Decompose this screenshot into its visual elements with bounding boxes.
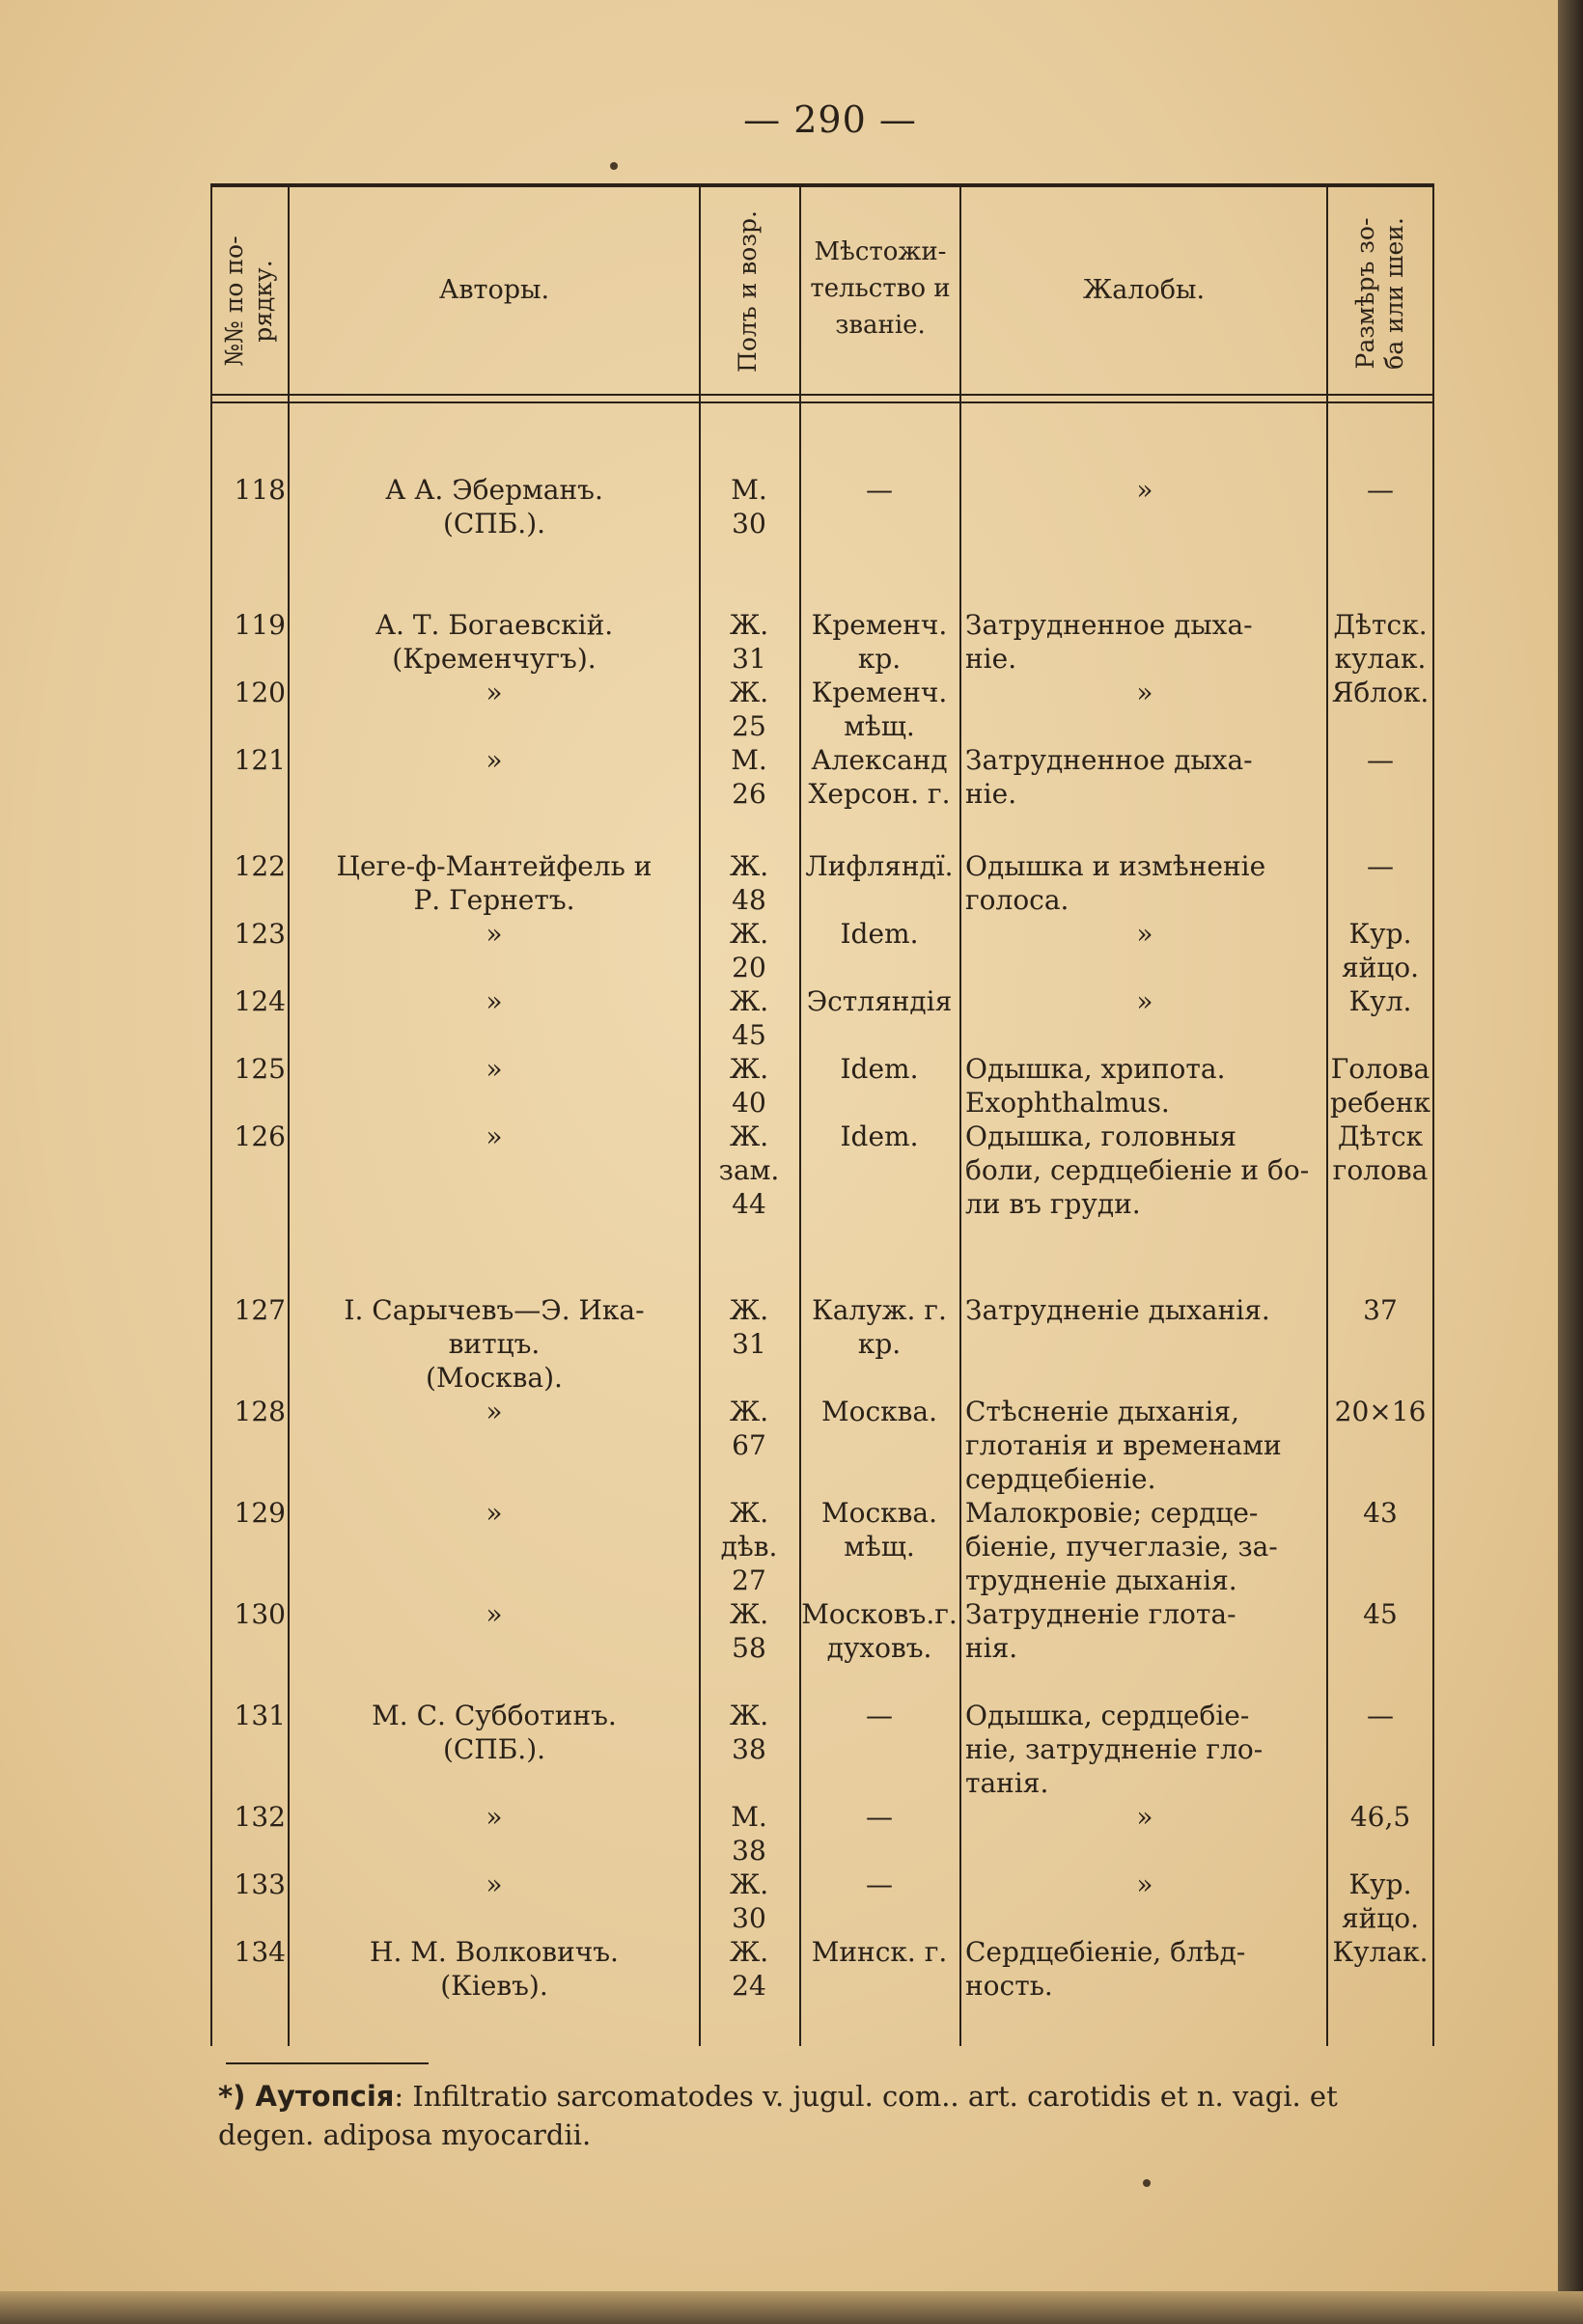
row-sex-age: М. 38 [731,1801,767,1867]
row-residence: Минск. г. [811,1936,948,1968]
col-divider-4 [959,183,961,2046]
row-author: Цеге-ф-Мантейфель и Р. Гернетъ. [336,850,653,916]
row-sex-age: Ж. 30 [729,1868,769,1934]
row-residence: Кременч. мѣщ. [811,677,948,742]
row-author: » [486,1598,503,1630]
row-sex-age: Ж. зам. 44 [718,1120,780,1220]
row-residence: Москва. мѣщ. [820,1497,938,1563]
row-complaint: » [1136,1868,1153,1900]
row-author: » [486,677,503,708]
row-complaint: » [1136,1801,1153,1833]
row-residence: Александ Херсон. г. [808,744,951,810]
row-residence: Москва. [820,1396,938,1427]
row-number: 124 [234,985,286,1017]
row-residence: — [866,474,893,506]
row-size: — [1367,474,1394,506]
footnote-lead: *) Аутопсія [218,2080,395,2113]
table-right-rule [1432,183,1434,2046]
row-residence: — [866,1868,893,1900]
row-number: 119 [234,609,286,641]
row-size: Кур. яйцо. [1341,1868,1420,1934]
row-complaint: Затрудненное дыха- ніе. [965,744,1253,810]
row-sex-age: Ж. дѣв. 27 [720,1497,778,1596]
row-complaint: Затрудненное дыха- ніе. [965,609,1253,675]
row-author: » [486,1497,503,1529]
row-sex-age: Ж. 24 [729,1936,769,2002]
row-complaint: Сердцебіеніе, блѣд- ность. [965,1936,1246,2002]
row-size: 43 [1363,1497,1398,1529]
row-residence: Кременч. кр. [811,609,948,675]
row-number: 125 [234,1053,286,1085]
row-complaint: » [1136,474,1153,506]
row-residence: Калуж. г. кр. [812,1294,947,1360]
col-divider-3 [799,183,801,2046]
row-number: 134 [234,1936,286,1968]
row-number: 120 [234,677,286,708]
row-sex-age: Ж. 48 [729,850,769,916]
row-sex-age: Ж. 67 [729,1396,769,1461]
row-sex-age: Ж. 20 [729,918,769,983]
row-complaint: » [1136,985,1153,1017]
book-spine-shadow [1558,0,1583,2324]
footnote-text: : Infiltratio sarcomatodes v. jugul. com.. art. carotidis et n. vagi. et degen. adiposa myocardii. [218,2080,1338,2151]
row-number: 118 [234,474,286,506]
speck-mark [1143,2179,1151,2187]
row-complaint: Затрудненіе дыханія. [965,1294,1270,1326]
row-residence: Idem. [840,1053,919,1085]
row-complaint: Одышка, хрипота. Exophthalmus. [965,1053,1226,1119]
table-left-rule [210,183,212,2046]
table-top-rule [210,183,1434,187]
row-number: 123 [234,918,286,950]
footnote-rule [226,2062,429,2064]
row-number: 129 [234,1497,286,1529]
page-bottom-edge [0,2291,1583,2324]
row-number: 127 [234,1294,286,1326]
row-author: М. С. Субботинъ. (СПБ.). [372,1700,617,1765]
row-sex-age: Ж. 58 [729,1598,769,1664]
row-size: 45 [1363,1598,1398,1630]
header-residence: Мѣстожи- тельство и званіе. [810,237,951,340]
header-bottom-rule-2 [210,401,1434,403]
header-bottom-rule [210,394,1434,396]
row-complaint: » [1136,918,1153,950]
row-author: I. Сарычевъ—Э. Ика- витцъ. (Москва). [344,1294,645,1394]
row-author: » [486,918,503,950]
row-size: Кур. яйцо. [1341,918,1420,983]
header-size: Размѣръ зо- ба или шеи. [1351,217,1408,370]
row-author: » [486,1868,503,1900]
row-residence: Эстляндія [806,985,953,1017]
row-size: Кул. [1348,985,1412,1017]
footnote [218,2077,1415,2154]
row-residence: Idem. [840,1120,919,1152]
row-author: » [486,985,503,1017]
row-size: Яблок. [1331,677,1430,708]
row-residence: Лифляндї. [805,850,954,882]
row-author: Н. М. Волковичъ. (Кіевъ). [370,1936,619,2002]
row-size: 37 [1363,1294,1398,1326]
row-sex-age: Ж. 40 [729,1053,769,1119]
header-sex-age: Полъ и возр. [734,210,762,373]
row-size: — [1367,744,1394,776]
speck-mark [610,162,618,170]
col-divider-1 [288,183,290,2046]
row-complaint: Стѣсненіе дыханія, глотанія и временами сердцебіеніе. [965,1396,1282,1495]
row-size: 46,5 [1349,1801,1411,1833]
row-number: 130 [234,1598,286,1630]
row-size: — [1367,850,1394,882]
row-residence: Московъ.г. духовъ. [801,1598,958,1664]
row-residence: — [866,1700,893,1731]
row-complaint: Одышка, головныя боли, сердцебіеніе и бо- ли въ груди. [965,1120,1310,1220]
row-number: 133 [234,1868,286,1900]
row-sex-age: М. 30 [731,474,767,540]
row-number: 121 [234,744,286,776]
row-author: А А. Эберманъ. (СПБ.). [385,474,603,540]
row-sex-age: Ж. 31 [729,609,769,675]
row-sex-age: Ж. 25 [729,677,769,742]
row-size: Дѣтск голова [1332,1120,1429,1186]
row-author: » [486,1053,503,1085]
row-number: 126 [234,1120,286,1152]
case-table [210,183,1434,2046]
row-complaint: Затрудненіе глота- нія. [965,1598,1236,1664]
row-sex-age: М. 26 [731,744,767,810]
row-size: Кулак. [1332,1936,1429,1968]
row-size: 20⨯16 [1334,1396,1427,1427]
row-residence: — [866,1801,893,1833]
row-author: » [486,1396,503,1427]
row-number: 122 [234,850,286,882]
row-size: Голова ребенк [1329,1053,1431,1119]
row-author: » [486,1801,503,1833]
row-author: А. Т. Богаевскій. (Кременчугъ). [375,609,614,675]
row-complaint: » [1136,677,1153,708]
row-number: 128 [234,1396,286,1427]
row-author: » [486,744,503,776]
row-size: — [1367,1700,1394,1731]
header-authors: Авторы. [438,275,550,305]
row-complaint: Малокровіе; сердце- біеніе, пучеглазіе, за- трудненіе дыханія. [965,1497,1278,1596]
header-number: №№ по по- рядку. [220,235,277,367]
row-number: 132 [234,1801,286,1833]
row-author: » [486,1120,503,1152]
row-complaint: Одышка и измѣненіе голоса. [965,850,1266,916]
row-complaint: Одышка, сердцебіе- ніе, затрудненіе гло- танія. [965,1700,1264,1799]
row-size: Дѣтск. кулак. [1333,609,1428,675]
row-sex-age: Ж. 45 [729,985,769,1051]
row-residence: Idem. [840,918,919,950]
page-number: — 290 — [743,98,917,141]
row-sex-age: Ж. 38 [729,1700,769,1765]
row-sex-age: Ж. 31 [729,1294,769,1360]
row-number: 131 [234,1700,286,1731]
header-complaints: Жалобы. [1082,275,1206,305]
